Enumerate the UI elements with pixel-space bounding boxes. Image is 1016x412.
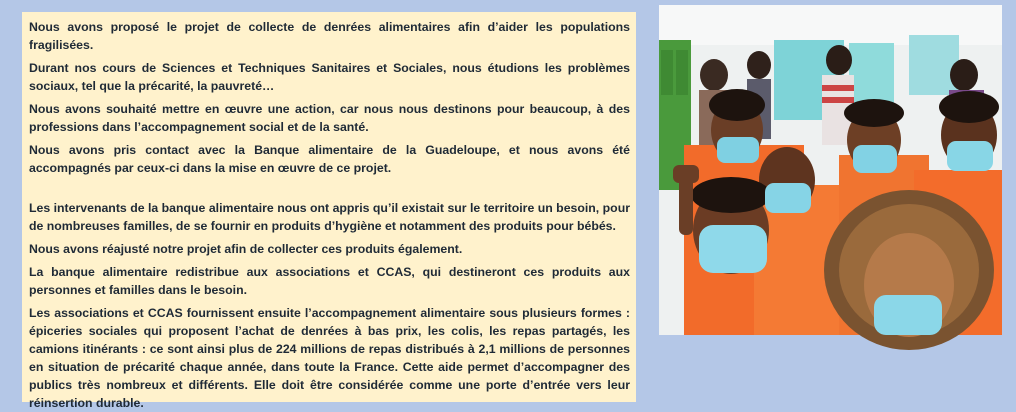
paragraph-5: Les intervenants de la banque alimentaire nous ont appris qu’il existait sur le territoire un besoin, pour de nombreuses familles, de se fournir en produits d’hygiène et notamment des produits pour bébés. (29, 201, 630, 233)
paragraph-4: Nous avons pris contact avec la Banque alimentaire de la Guadeloupe, et nous avons été accompagnés par ceux-ci dans la mise en œuvre de ce projet. (29, 143, 630, 175)
paragraph-6: Nous avons réajusté notre projet afin de collecter ces produits également. (29, 242, 463, 256)
group-photo-illustration (659, 5, 1002, 335)
paragraph-2: Durant nos cours de Sciences et Techniques Sanitaires et Sociales, nous étudions les problèmes sociaux, tel que la précarité, la pauvreté… (29, 61, 630, 93)
paragraph-8: Les associations et CCAS fournissent ensuite l’accompagnement alimentaire sous plusieurs formes : épiceries sociales qui proposent l’achat de denrées à bas prix, les colis, les repas partagés, les camions itinérants : ce sont ainsi plus de 224 millions de repas distribués à 2,1 millions de personnes en situation de précarité chaque année, dans toute la France. Cette aide permet d’accompagner des publics très nombreux et différents. Elle doit être considérée comme une porte d’entrée vers leur réinsertion durable. (29, 306, 630, 410)
paragraph-1: Nous avons proposé le projet de collecte de denrées alimentaires afin d’aider les populations fragilisées. (29, 20, 630, 52)
paragraph-7: La banque alimentaire redistribue aux associations et CCAS, qui destineront ces produits aux personnes et familles dans le besoin. (29, 265, 630, 297)
group-photo (659, 5, 1002, 335)
text-panel (22, 12, 636, 410)
paragraph-3: Nous avons souhaité mettre en œuvre une action, car nous nous destinons pour beaucoup, à des professions dans l’accompagnement social et de la santé. (29, 102, 630, 134)
